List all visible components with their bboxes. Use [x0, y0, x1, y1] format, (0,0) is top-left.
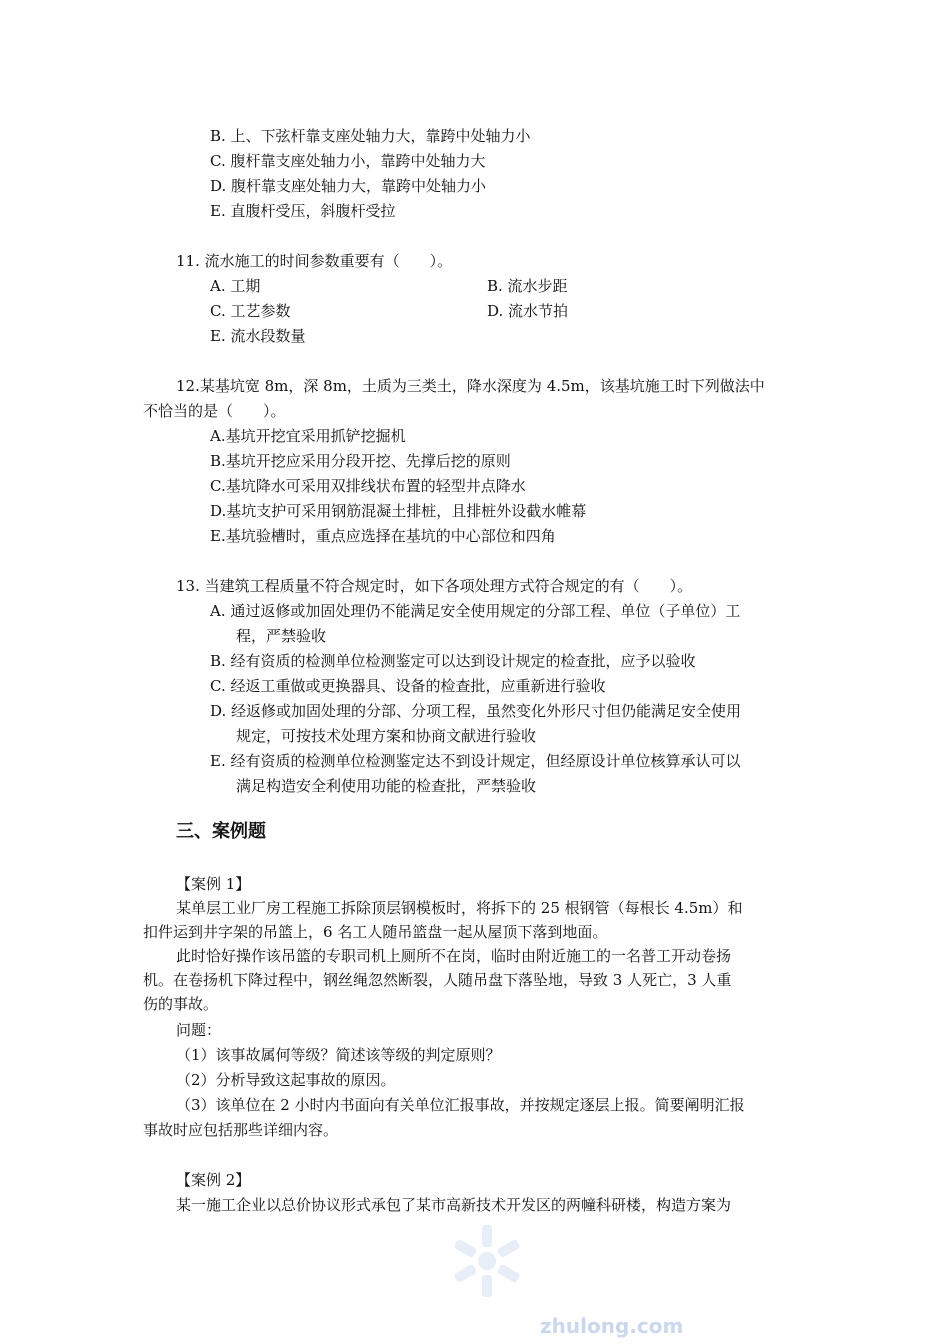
q11-option-a: A. 工期: [210, 277, 261, 295]
case2-paragraph1-line1: 某一施工企业以总价协议形式承包了某市高新技术开发区的两幢科研楼，构造方案为: [176, 1196, 732, 1214]
q12-option-a: A.基坑开挖宜采用抓铲挖掘机: [210, 427, 406, 445]
case1-question-1: （1）该事故属何等级？简述该等级的判定原则？: [176, 1046, 501, 1064]
case1-question-3-line2: 事故时应包括那些详细内容。: [143, 1121, 339, 1139]
q13-option-a-line1: A. 通过返修或加固处理仍不能满足安全使用规定的分部工程、单位（子单位）工: [210, 602, 741, 620]
q10-option-c: C. 腹杆靠支座处轴力小，靠跨中处轴力大: [210, 152, 486, 170]
q11-option-d: D. 流水节拍: [487, 302, 569, 320]
watermark-text: zhulong.com: [540, 1314, 684, 1338]
q12-option-b: B.基坑开挖应采用分段开挖、先撑后挖的原则: [210, 452, 511, 470]
q13-option-d-line2: 规定，可按技术处理方案和协商文献进行验收: [236, 727, 537, 745]
q12-option-e: E.基坑验槽时，重点应选择在基坑的中心部位和四角: [210, 527, 556, 545]
case1-paragraph2-line1: 此时恰好操作该吊篮的专职司机上厕所不在岗，临时由附近施工的一名普工开动卷扬: [176, 947, 732, 965]
q13-option-e-line1: E. 经有资质的检测单位检测鉴定达不到设计规定，但经原设计单位核算承认可以: [210, 752, 741, 770]
case2-title: 【案例 2】: [176, 1171, 251, 1189]
q13-option-d-line1: D. 经返修或加固处理的分部、分项工程，虽然变化外形尺寸但仍能满足安全使用: [210, 702, 742, 720]
q13-option-e-line2: 满足构造安全利使用功能的检查批，严禁验收: [236, 777, 537, 795]
case1-question-3-line1: （3）该单位在 2 小时内书面向有关单位汇报事故，并按规定逐层上报。简要阐明汇报: [176, 1096, 745, 1114]
case1-paragraph1-line1: 某单层工业厂房工程施工拆除顶层钢模板时，将拆下的 25 根钢管（每根长 4.5m）和: [176, 899, 743, 917]
case1-paragraph1-line2: 扣件运到井字架的吊篮上，6 名工人随吊篮盘一起从屋顶下落到地面。: [143, 923, 608, 941]
case1-paragraph2-line3: 伤的事故。: [143, 995, 219, 1013]
q10-option-e: E. 直腹杆受压，斜腹杆受拉: [210, 202, 396, 220]
q10-option-d: D. 腹杆靠支座处轴力大，靠跨中处轴力小: [210, 177, 487, 195]
case1-question-2: （2）分析导致这起事故的原因。: [176, 1071, 396, 1089]
section-heading: 三、案例题: [176, 821, 266, 842]
q11-stem: 11. 流水施工的时间参数重要有（ ）。: [176, 252, 453, 270]
q12-stem-line1: 12.某基坑宽 8m，深 8m，土质为三类土，降水深度为 4.5m，该基坑施工时下列做法中: [176, 377, 765, 395]
q11-option-b: B. 流水步距: [487, 277, 568, 295]
case1-paragraph2-line2: 机。在卷扬机下降过程中，钢丝绳忽然断裂，人随吊盘下落坠地，导致 3 人死亡，3 人重: [143, 971, 732, 989]
q12-option-c: C.基坑降水可采用双排线状布置的轻型井点降水: [210, 477, 526, 495]
q13-option-a-line2: 程，严禁验收: [236, 627, 327, 645]
case1-title: 【案例 1】: [176, 875, 251, 893]
q10-option-b: B. 上、下弦杆靠支座处轴力大，靠跨中处轴力小: [210, 127, 531, 145]
q11-option-e: E. 流水段数量: [210, 327, 306, 345]
q13-option-c: C. 经返工重做或更换器具、设备的检查批，应重新进行验收: [210, 677, 606, 695]
snowflake-logo-icon: [448, 1222, 526, 1300]
q13-option-b: B. 经有资质的检测单位检测鉴定可以达到设计规定的检查批，应予以验收: [210, 652, 696, 670]
q13-stem: 13. 当建筑工程质量不符合规定时，如下各项处理方式符合规定的有（ ）。: [176, 577, 693, 595]
q11-option-c: C. 工艺参数: [210, 302, 291, 320]
q12-option-d: D.基坑支护可采用钢筋混凝土排桩，且排桩外设截水帷幕: [210, 502, 587, 520]
case1-questions-label: 问题：: [176, 1021, 222, 1039]
q12-stem-line2: 不恰当的是（ ）。: [143, 402, 286, 420]
